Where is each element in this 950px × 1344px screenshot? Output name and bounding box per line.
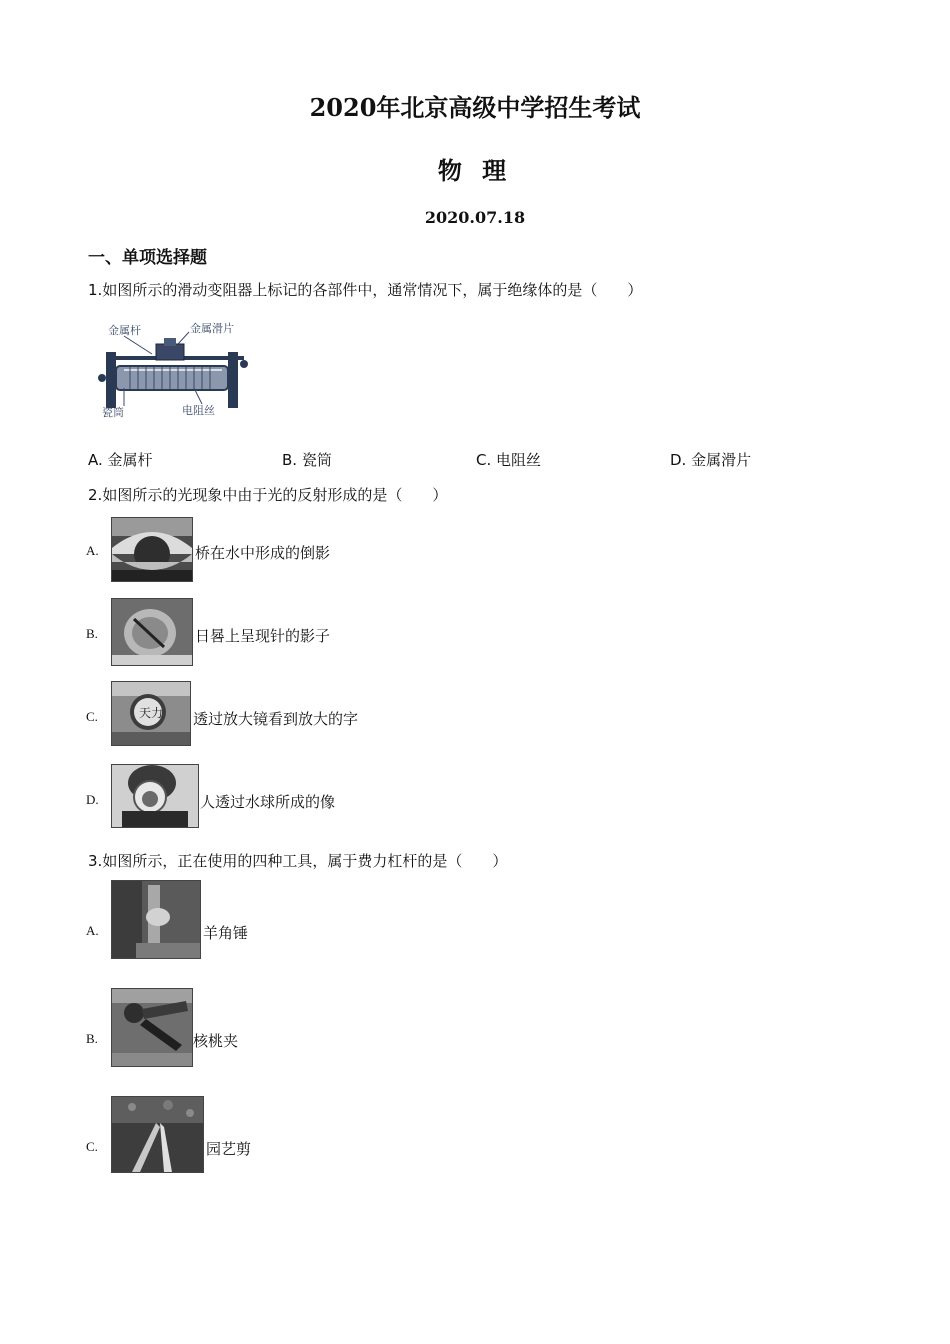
option-text: 人透过水球所成的像 bbox=[200, 793, 336, 811]
question-3 bbox=[88, 850, 507, 871]
exam-date: 2020.07.18 bbox=[424, 208, 526, 227]
question-1 bbox=[88, 279, 642, 300]
option-text: 瓷筒 bbox=[301, 451, 332, 469]
option-letter: A. bbox=[86, 923, 99, 938]
option-letter: D. bbox=[670, 451, 687, 469]
option-text: 核桃夹 bbox=[193, 1032, 239, 1050]
exam-title: 2020年北京高级中学招生考试 bbox=[309, 93, 641, 122]
option-text: 金属杆 bbox=[107, 451, 153, 469]
option-letter: A. bbox=[86, 543, 99, 558]
option-text: 日晷上呈现针的影子 bbox=[195, 627, 331, 645]
option-text: 桥在水中形成的倒影 bbox=[195, 544, 331, 562]
claw-hammer-image bbox=[111, 880, 201, 959]
svg-text:天力: 天力 bbox=[139, 706, 164, 720]
question-2 bbox=[88, 484, 447, 505]
question-text: 如图所示的光现象中由于光的反射形成的是（ ） bbox=[102, 486, 448, 504]
question-number: 1. bbox=[88, 281, 103, 299]
option-text: 电阻丝 bbox=[496, 451, 542, 469]
question-text: 如图所示，正在使用的四种工具，属于费力杠杆的是（ ） bbox=[102, 852, 508, 870]
option-a[interactable] bbox=[88, 449, 153, 470]
option-text: 羊角锤 bbox=[203, 924, 249, 942]
question-number: 3. bbox=[88, 852, 103, 870]
option-letter: C. bbox=[86, 1139, 98, 1154]
option-letter: D. bbox=[86, 792, 99, 807]
rheostat-figure bbox=[94, 318, 254, 418]
sundial-image bbox=[111, 598, 193, 666]
figure-label-slider: 金属滑片 bbox=[190, 322, 234, 335]
figure-label-rod: 金属杆 bbox=[108, 324, 141, 337]
option-text: 园艺剪 bbox=[206, 1140, 252, 1158]
bridge-reflection-image bbox=[111, 517, 193, 582]
figure-label-tube: 瓷筒 bbox=[102, 406, 124, 418]
nutcracker-image bbox=[111, 988, 193, 1067]
question-text: 如图所示的滑动变阻器上标记的各部件中，通常情况下，属于绝缘体的是（ ） bbox=[102, 281, 643, 299]
option-d[interactable] bbox=[670, 449, 751, 470]
option-letter: B. bbox=[282, 451, 298, 469]
option-letter: B. bbox=[86, 1031, 98, 1046]
option-letter: C. bbox=[86, 709, 98, 724]
option-text: 金属滑片 bbox=[691, 451, 752, 469]
option-letter: B. bbox=[86, 626, 98, 641]
option-c[interactable] bbox=[476, 449, 541, 470]
subject-title: 物 理 bbox=[437, 156, 513, 185]
garden-shears-image bbox=[111, 1096, 204, 1173]
option-b[interactable] bbox=[282, 449, 332, 470]
figure-label-wire: 电阻丝 bbox=[182, 404, 215, 417]
option-text: 透过放大镜看到放大的字 bbox=[193, 710, 359, 728]
water-ball-image bbox=[111, 764, 199, 828]
question-number: 2. bbox=[88, 486, 103, 504]
option-letter: C. bbox=[476, 451, 492, 469]
magnifier-image bbox=[111, 681, 191, 746]
section-heading: 一、单项选择题 bbox=[88, 248, 207, 268]
option-letter: A. bbox=[88, 451, 103, 469]
